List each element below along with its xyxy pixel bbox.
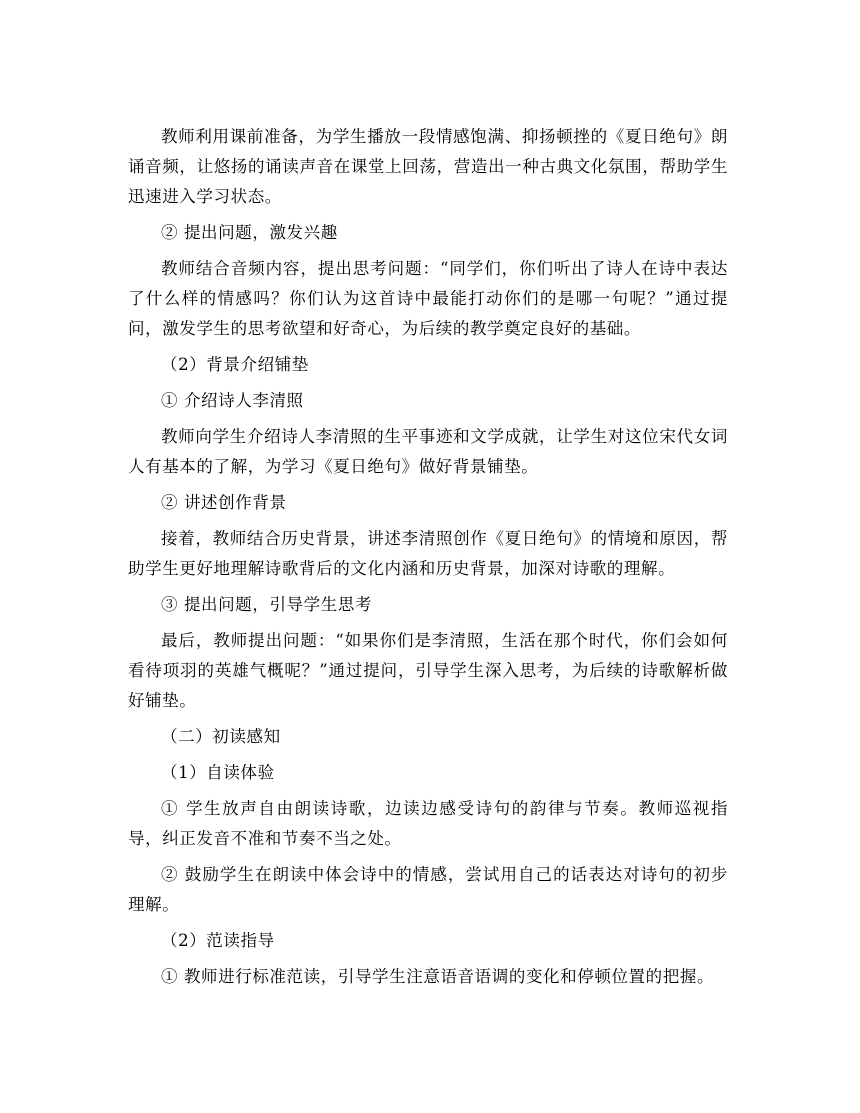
paragraph-guide-thinking: 最后，教师提出问题：“如果你们是李清照，生活在那个时代，你们会如何看待项羽的英雄气概呢？”通过提问，引导学生深入思考，为后续的诗歌解析做好铺垫。 bbox=[128, 631, 728, 710]
paragraph-audio-intro: 教师利用课前准备，为学生播放一段情感饱满、抑扬顿挫的《夏日绝句》朗诵音频，让悠扬的诵读声音在课堂上回荡，营造出一种古典文化氛围，帮助学生迅速进入学习状态。 bbox=[128, 127, 728, 206]
paragraph-question-prompt: 教师结合音频内容，提出思考问题：“同学们，你们听出了诗人在诗中表达了什么样的情感吗？你们认为这首诗中最能打动你们的是哪一句呢？”通过提问，激发学生的思考欲望和好奇心，为后续的教学奠定良好的基础。 bbox=[128, 259, 728, 338]
paragraph-self-reading-2: ② 鼓励学生在朗读中体会诗中的情感，尝试用自己的话表达对诗句的初步理解。 bbox=[128, 865, 728, 914]
heading-guide-thinking: ③ 提出问题，引导学生思考 bbox=[161, 595, 373, 614]
heading-introduce-poet: ① 介绍诗人李清照 bbox=[161, 391, 304, 410]
paragraph-model-reading-1: ① 教师进行标准范读，引导学生注意语音语调的变化和停顿位置的把握。 bbox=[161, 967, 715, 986]
heading-model-reading: （2）范读指导 bbox=[161, 931, 275, 950]
document-body bbox=[128, 122, 728, 998]
heading-self-reading: （1）自读体验 bbox=[161, 763, 275, 782]
paragraph-poet-intro: 教师向学生介绍诗人李清照的生平事迹和文学成就，让学生对这位宋代女词人有基本的了解，为学习《夏日绝句》做好背景铺垫。 bbox=[128, 427, 728, 476]
heading-background-intro: （2）背景介绍铺垫 bbox=[161, 355, 309, 374]
heading-first-reading: （二）初读感知 bbox=[161, 727, 281, 746]
heading-ask-questions: ② 提出问题，激发兴趣 bbox=[161, 223, 338, 242]
paragraph-self-reading-1: ① 学生放声自由朗读诗歌，边读边感受诗句的韵律与节奏。教师巡视指导，纠正发音不准和节奏不当之处。 bbox=[128, 799, 728, 848]
paragraph-creation-background: 接着，教师结合历史背景，讲述李清照创作《夏日绝句》的情境和原因，帮助学生更好地理解诗歌背后的文化内涵和历史背景，加深对诗歌的理解。 bbox=[128, 529, 728, 578]
heading-creation-background: ② 讲述创作背景 bbox=[161, 493, 287, 512]
